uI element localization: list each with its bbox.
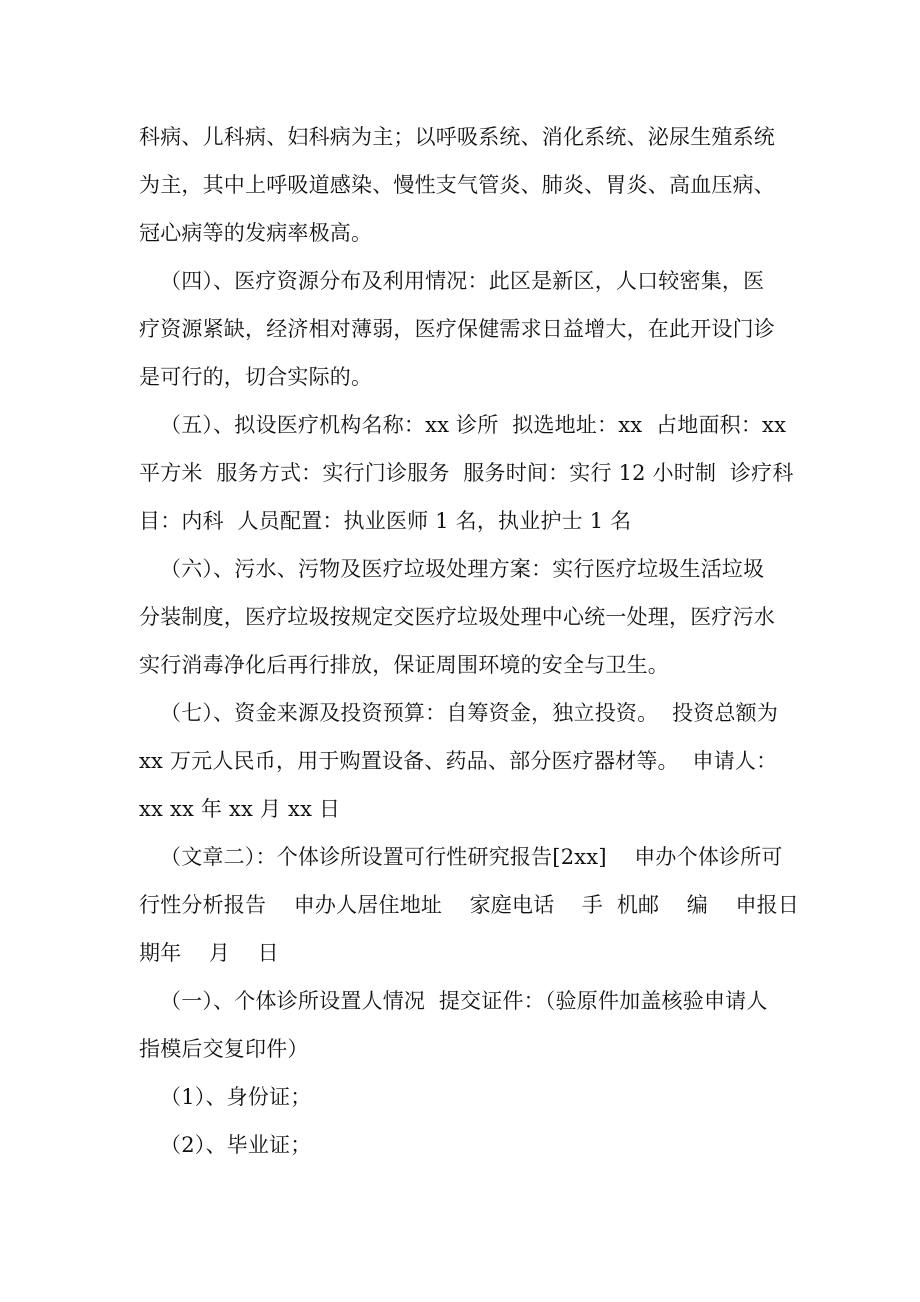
paragraph-4-heading: （四）、医疗资源分布及利用情况：此区是新区，人口较密集，医	[160, 269, 765, 293]
section-1-heading: （一）、个体诊所设置人情况 提交证件：（验原件加盖核验申请人	[160, 989, 768, 1013]
text-line: 疗资源紧缺，经济相对薄弱，医疗保健需求日益增大，在此开设门诊	[139, 317, 775, 341]
paragraph-6-heading: （六）、污水、污物及医疗垃圾处理方案：实行医疗垃圾生活垃圾	[160, 557, 765, 581]
text-line: 实行消毒净化后再行排放，保证周围环境的安全与卫生。	[139, 653, 669, 677]
text-line: 目：内科 人员配置：执业医师 1 名，执业护士 1 名	[139, 509, 632, 533]
list-item: （2）、毕业证；	[160, 1133, 312, 1157]
text-line: 期年 月 日	[139, 941, 279, 965]
list-item: （1）、身份证；	[160, 1085, 312, 1109]
text-line: 是可行的，切合实际的。	[139, 365, 373, 389]
paragraph-5-heading: （五）、拟设医疗机构名称：xx 诊所 拟选地址：xx 占地面积：xx	[160, 413, 787, 437]
text-line: 科病、儿科病、妇科病为主；以呼吸系统、消化系统、泌尿生殖系统	[139, 125, 775, 149]
text-line: 分装制度，医疗垃圾按规定交医疗垃圾处理中心统一处理，医疗污水	[139, 605, 775, 629]
text-line: 指模后交复印件）	[139, 1037, 309, 1061]
article-two-heading: （文章二）：个体诊所设置可行性研究报告[2xx] 申办个体诊所可	[160, 845, 783, 869]
text-line: xx 万元人民币，用于购置设备、药品、部分医疗器材等。 申请人：	[139, 749, 778, 773]
text-line: 平方米 服务方式：实行门诊服务 服务时间：实行 12 小时制 诊疗科	[139, 461, 794, 485]
paragraph-7-heading: （七）、资金来源及投资预算：自筹资金，独立投资。 投资总额为	[160, 701, 779, 725]
text-line: 为主，其中上呼吸道感染、慢性支气管炎、肺炎、胃炎、高血压病、	[139, 173, 775, 197]
text-line: 冠心病等的发病率极高。	[139, 221, 373, 245]
date-line: xx xx 年 xx 月 xx 日	[139, 797, 341, 821]
text-line: 行性分析报告 申办人居住地址 家庭电话 手 机邮 编 申报日	[139, 893, 800, 917]
